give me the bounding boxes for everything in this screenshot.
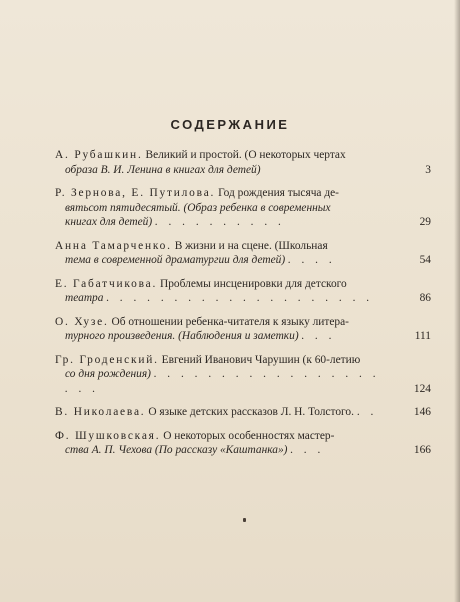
toc-entry[interactable] [55,239,431,268]
entry-title-line2: тема в современной драматургии для детей) . . . . [65,254,336,266]
entry-author: Е. Габатчикова. [55,277,158,290]
entry-page-number: 29 [419,216,431,228]
entry-author: О. Хузе. [55,315,109,328]
table-of-contents [55,148,431,467]
entry-title-line2: турного произведения. (Наблюдения и заметки) . . . [65,330,336,342]
leader-dots: . . . . . . . . . . [155,216,286,228]
entry-page-number: 111 [414,330,431,342]
entry-page-number: 166 [413,444,431,456]
page-edge-shadow [454,0,460,602]
entry-title-line2: вятьсот пятидесятый. (Образ ребенка в современных [65,201,331,214]
leader-dots: . . . . . . . . . . . . . . . . . . . . [65,368,380,395]
toc-entry[interactable] [55,405,431,420]
entry-author: Анна Тамарченко. [55,239,172,252]
entry-title-line2: образа В. И. Ленина в книгах для детей) [65,163,261,176]
toc-entry[interactable] [55,148,431,177]
entry-title-line3: книгах для детей) . . . . . . . . . . [65,216,286,228]
entry-title-line1: Проблемы инсценировки для детского [160,277,347,290]
entry-author: Гр. Гроденский. [55,353,159,366]
leader-dots: . . . [301,330,336,342]
entry-title-line2: театра . . . . . . . . . . . . . . . . . . . . [65,292,374,304]
entry-author: А. Рубашкин. [55,149,143,161]
toc-entry[interactable] [55,186,431,230]
entry-page-number: 54 [419,254,431,266]
leader-dots: . . . . . . . . . . . . . . . . . . . . [106,292,374,304]
entry-page-number: 146 [413,406,431,418]
entry-page-number: 3 [425,163,431,176]
entry-title-line1: О языке детских рассказов Л. Н. Толстого. [148,406,354,418]
entry-page-number: 86 [419,292,431,304]
toc-entry[interactable] [55,429,431,458]
toc-entry[interactable] [55,277,431,306]
entry-page-number: 124 [413,382,431,395]
leader-dots: . . . . [288,254,336,266]
entry-title-line1: Об отношении ребенка-читателя к языку литера- [111,315,349,328]
leader-dots: . . . [290,444,325,456]
entry-title-line1: В жизни и на сцене. (Школьная [174,239,328,252]
print-mark [243,518,246,522]
entry-title-line2: со дня рождения) . . . . . . . . . . . . . . . . . . . . [65,368,380,395]
entry-author: В. Николаева. [55,406,146,418]
toc-entry[interactable] [55,353,431,397]
entry-title-line1: О некоторых особенностях мастер- [163,429,335,442]
contents-heading: СОДЕРЖАНИЕ [170,117,290,132]
entry-title-line1: Евгений Иванович Чарушин (к 60-летию [161,353,361,366]
entry-title-line1: Год рождения тысяча де- [218,187,339,199]
entry-author: Р. Зернова, Е. Путилова. [55,187,216,199]
toc-entry[interactable] [55,315,431,344]
entry-author: Ф. Шушковская. [55,429,161,442]
leader-dots: . . [356,406,378,418]
entry-title-line2: ства А. П. Чехова (По рассказу «Каштанка») . . . [65,444,325,456]
entry-title-line1: Великий и простой. (О некоторых чертах [145,149,346,161]
